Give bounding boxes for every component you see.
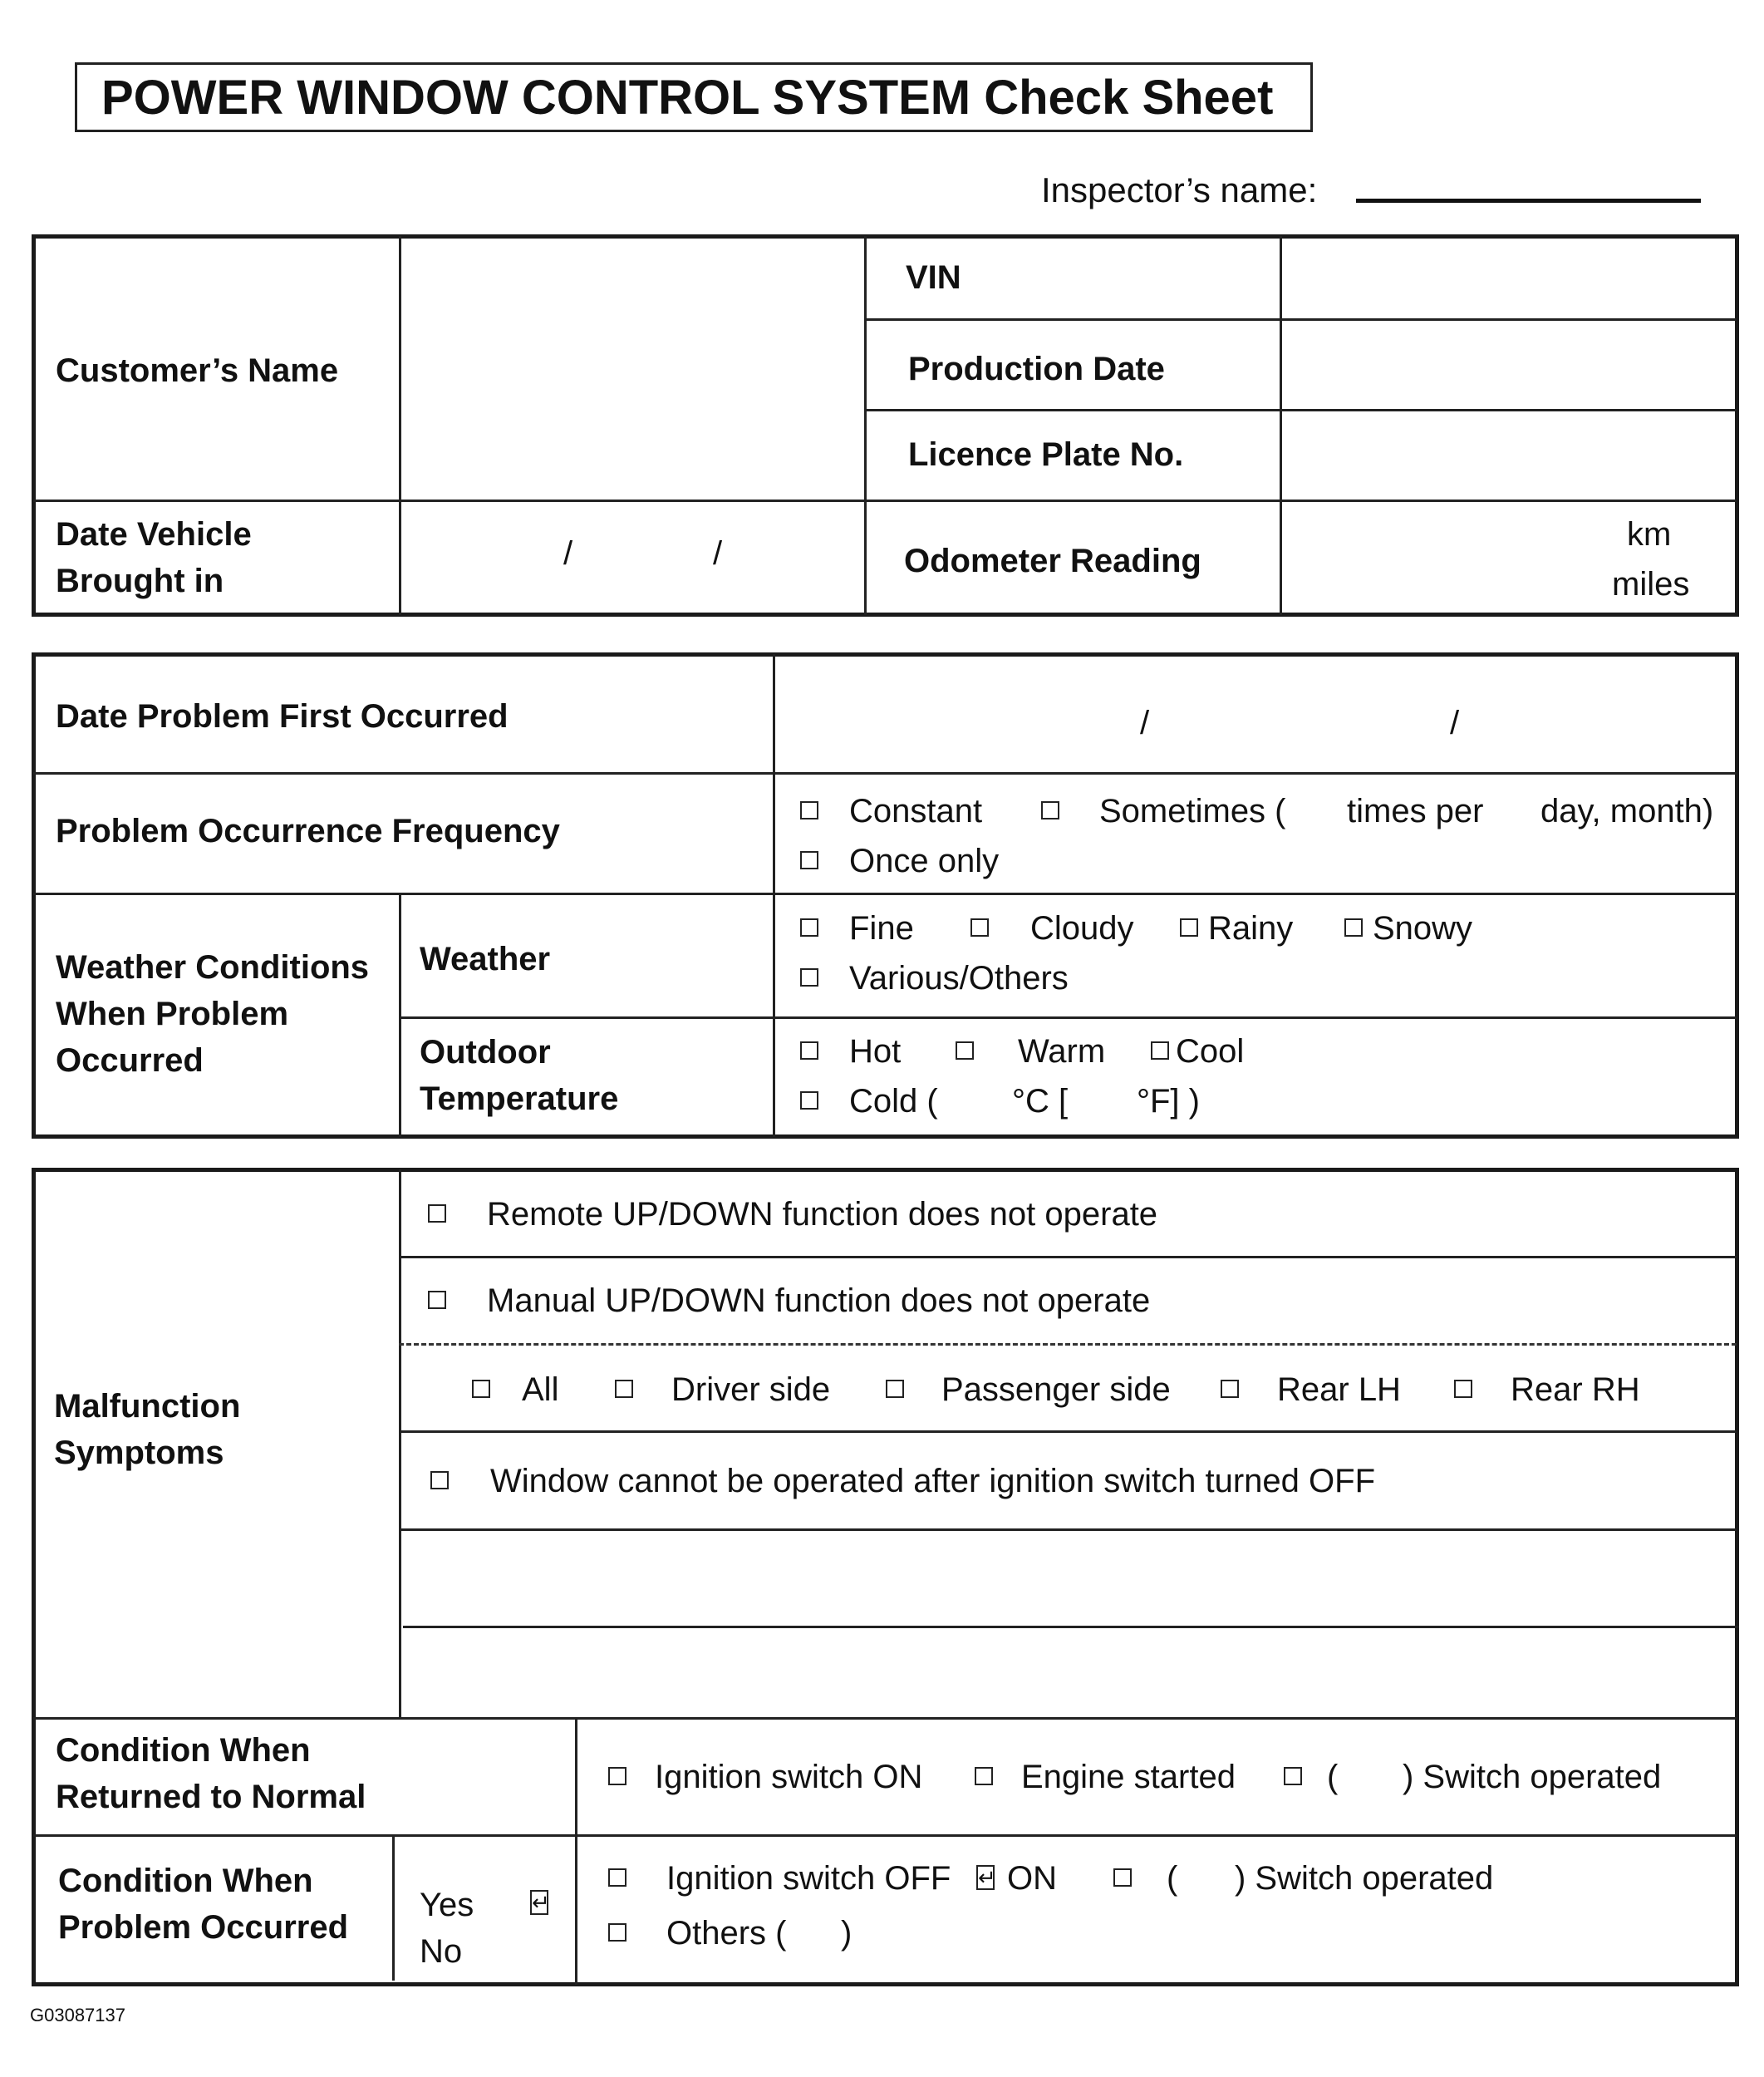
divider (403, 1626, 1739, 1628)
checkbox[interactable] (800, 851, 818, 869)
divider (864, 236, 867, 615)
occurred-ignition-option[interactable]: Ignition switch OFF (608, 1853, 951, 1903)
divider (399, 1169, 401, 1718)
checkbox[interactable] (1454, 1380, 1472, 1398)
checkbox[interactable] (1221, 1380, 1239, 1398)
temp-warm-option[interactable]: Warm (956, 1026, 1105, 1076)
divider (399, 893, 401, 1137)
licence-plate-label: Licence Plate No. (908, 436, 1184, 473)
checkbox[interactable] (975, 1767, 993, 1785)
page-title: POWER WINDOW CONTROL SYSTEM Check Sheet (101, 71, 1274, 125)
checkbox[interactable] (800, 1041, 818, 1060)
odometer-km-unit: km (1627, 516, 1672, 553)
checkbox[interactable] (1284, 1767, 1302, 1785)
divider (773, 654, 775, 1137)
temp-cool-option[interactable]: Cool (1151, 1026, 1244, 1076)
position-all-option[interactable]: All (472, 1365, 558, 1415)
frequency-constant-option[interactable]: Constant (800, 786, 982, 836)
date-separator: / (563, 535, 573, 572)
checkbox[interactable] (886, 1380, 904, 1398)
checkbox[interactable] (956, 1041, 974, 1060)
date-separator: / (1450, 705, 1460, 741)
frequency-once-option[interactable]: Once only (800, 836, 999, 886)
checkbox[interactable] (970, 918, 989, 937)
checkbox[interactable] (428, 1204, 446, 1223)
checkbox[interactable] (800, 1091, 818, 1110)
customer-name-label: Customer’s Name (56, 352, 339, 389)
weather-conditions-label-line1: Weather Conditions (56, 949, 370, 986)
inspector-name-field[interactable] (1356, 199, 1701, 203)
occurred-switch-operated-text: ) Switch operated (1235, 1860, 1494, 1897)
returned-ignition-on-option[interactable]: Ignition switch ON (608, 1752, 922, 1802)
arrow-icon: ↵ (978, 1865, 996, 1890)
malfunction-notes-field[interactable] (403, 1533, 1732, 1623)
checkbox[interactable] (800, 968, 818, 987)
malfunction-notes-field[interactable] (403, 1631, 1732, 1714)
problem-occurred-label-line2: Problem Occurred (58, 1909, 349, 1946)
figure-code: G03087137 (30, 2005, 125, 2025)
checkbox[interactable] (1180, 918, 1198, 937)
divider (399, 1430, 1737, 1433)
weather-label: Weather (420, 941, 551, 977)
date-brought-in-label-line2: Brought in (56, 563, 224, 599)
occurred-switch-option[interactable]: ( (1113, 1853, 1177, 1903)
date-separator: / (713, 535, 723, 572)
checkbox[interactable] (615, 1380, 633, 1398)
divider (399, 1016, 1737, 1019)
checkbox[interactable] (472, 1380, 490, 1398)
weather-cloudy-option[interactable]: Cloudy (970, 903, 1134, 953)
checkbox[interactable] (1151, 1041, 1169, 1060)
divider (575, 1718, 577, 1985)
divider (399, 1528, 1737, 1531)
position-rear-rh-option[interactable]: Rear RH (1454, 1365, 1640, 1415)
divider (33, 772, 1737, 775)
divider (1280, 236, 1282, 615)
outdoor-temperature-label-line2: Temperature (420, 1080, 619, 1117)
production-date-label: Production Date (908, 351, 1165, 387)
temp-hot-option[interactable]: Hot (800, 1026, 901, 1076)
inspector-name-label: Inspector’s name: (1041, 170, 1318, 209)
frequency-times-per: times per (1347, 793, 1484, 829)
weather-rainy-option[interactable]: Rainy (1180, 903, 1293, 953)
checkbox[interactable] (608, 1923, 626, 1942)
divider (864, 409, 1737, 411)
production-date-field[interactable] (1284, 322, 1732, 406)
returned-switch-operated-option[interactable]: ( (1284, 1752, 1338, 1802)
manual-updown-option[interactable]: Manual UP/DOWN function does not operate (428, 1276, 1150, 1326)
problem-occurred-label-line1: Condition When (58, 1863, 313, 1899)
position-rear-lh-option[interactable]: Rear LH (1221, 1365, 1401, 1415)
malfunction-symptoms-label-line1: Malfunction (54, 1388, 241, 1425)
returned-switch-operated-text: ) Switch operated (1403, 1759, 1662, 1795)
licence-plate-field[interactable] (1284, 413, 1732, 496)
occurrence-frequency-label: Problem Occurrence Frequency (56, 813, 560, 849)
position-driver-option[interactable]: Driver side (615, 1365, 830, 1415)
occurred-others-close: ) (841, 1915, 853, 1951)
position-passenger-option[interactable]: Passenger side (886, 1365, 1171, 1415)
divider (33, 1834, 1737, 1837)
ignition-off-option[interactable]: Window cannot be operated after ignition switch turned OFF (430, 1456, 1375, 1506)
checkbox[interactable] (430, 1471, 449, 1489)
weather-fine-option[interactable]: Fine (800, 903, 914, 953)
weather-various-option[interactable]: Various/Others (800, 953, 1069, 1003)
checkbox[interactable] (1113, 1868, 1132, 1887)
odometer-label: Odometer Reading (904, 543, 1201, 579)
temp-celsius-unit: °C [ (1012, 1083, 1069, 1120)
yes-option[interactable]: Yes (420, 1887, 474, 1923)
divider (392, 1835, 395, 1981)
checkbox[interactable] (800, 918, 818, 937)
temp-fahrenheit-unit: °F] ) (1137, 1083, 1200, 1120)
customer-name-field[interactable] (403, 239, 860, 495)
divider (33, 1717, 1737, 1720)
weather-conditions-label-line2: When Problem (56, 996, 289, 1032)
date-first-occurred-label: Date Problem First Occurred (56, 698, 509, 735)
dashed-divider (399, 1343, 1737, 1346)
date-brought-in-label-line1: Date Vehicle (56, 516, 252, 553)
vin-field[interactable] (1284, 239, 1732, 316)
weather-conditions-label-line3: Occurred (56, 1042, 204, 1079)
occurred-others-option[interactable]: Others ( (608, 1908, 786, 1958)
divider (33, 500, 1737, 502)
arrow-icon: ↵ (532, 1890, 550, 1915)
checkbox[interactable] (608, 1767, 626, 1785)
divider (399, 1256, 1737, 1258)
returned-normal-label-line1: Condition When (56, 1732, 311, 1769)
temp-cold-option[interactable]: Cold ( (800, 1076, 938, 1126)
divider (33, 893, 1737, 895)
odometer-miles-unit: miles (1612, 566, 1690, 603)
checkbox[interactable] (608, 1868, 626, 1887)
outdoor-temperature-label-line1: Outdoor (420, 1034, 551, 1070)
malfunction-symptoms-label-line2: Symptoms (54, 1435, 224, 1471)
occurred-on-text: ON (1007, 1860, 1057, 1897)
no-option[interactable]: No (420, 1933, 463, 1970)
checkbox[interactable] (428, 1291, 446, 1309)
checkbox[interactable] (1041, 801, 1059, 819)
vin-label: VIN (906, 259, 961, 296)
frequency-day-month: day, month) (1540, 793, 1714, 829)
divider (399, 236, 401, 615)
returned-normal-label-line2: Returned to Normal (56, 1779, 366, 1815)
date-separator: / (1140, 705, 1150, 741)
checkbox[interactable] (800, 801, 818, 819)
divider (864, 318, 1737, 321)
checkbox[interactable] (1344, 918, 1363, 937)
frequency-sometimes-option[interactable]: Sometimes ( (1041, 786, 1286, 836)
weather-snowy-option[interactable]: Snowy (1344, 903, 1472, 953)
remote-updown-option[interactable]: Remote UP/DOWN function does not operate (428, 1189, 1157, 1239)
returned-engine-started-option[interactable]: Engine started (975, 1752, 1236, 1802)
